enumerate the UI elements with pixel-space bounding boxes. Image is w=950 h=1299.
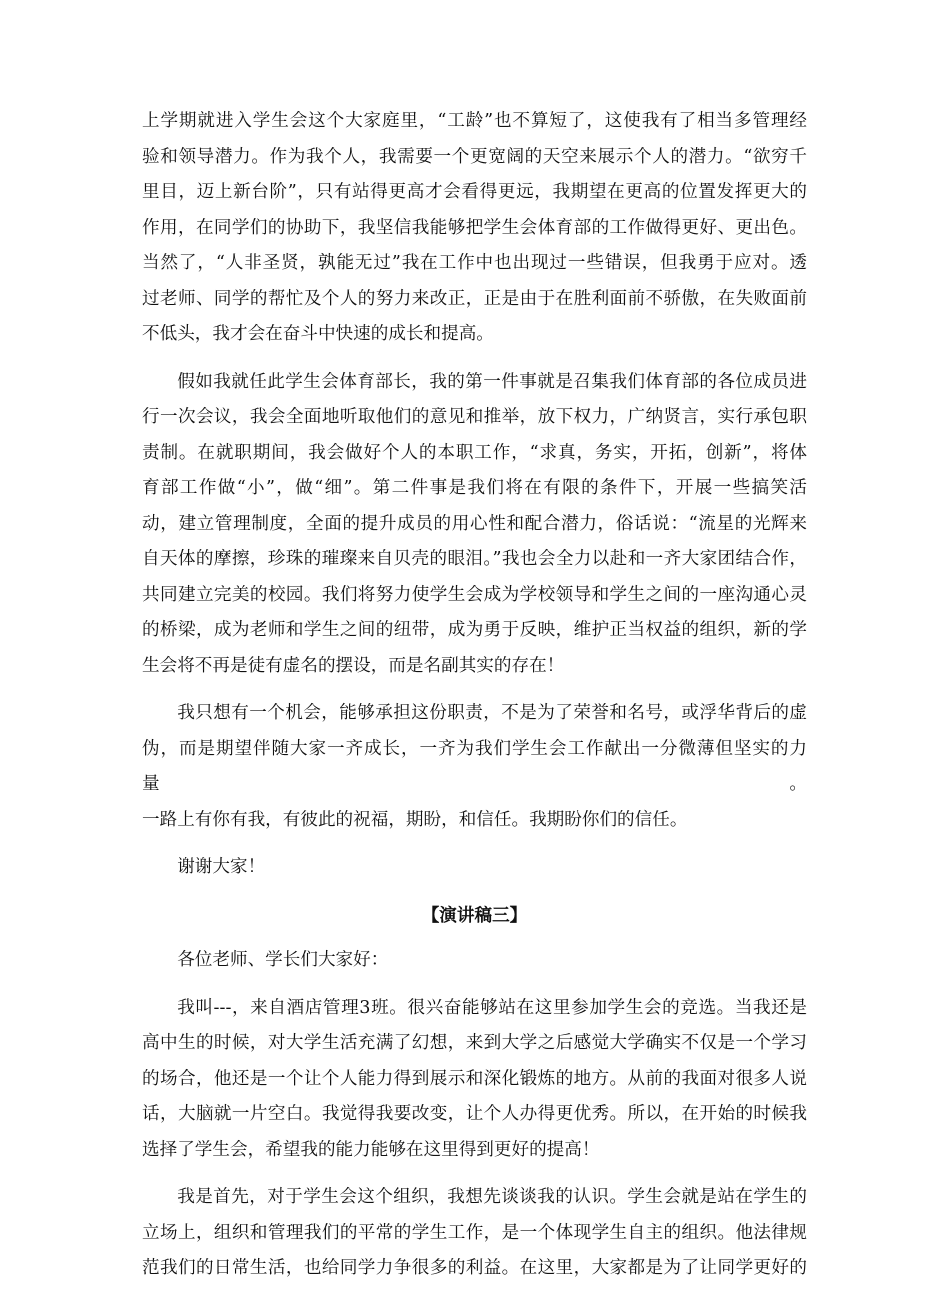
paragraph-3 [142, 696, 807, 838]
text-line: 一路上有你有我，有彼此的祝福，期盼，和信任。我期盼你们的信任。 [142, 809, 688, 830]
text-line: 伪，而是期望伴随大家一齐成长，一齐为我们学生会工作献出一分微薄但坚实的力量。 [142, 738, 807, 794]
greeting-paragraph [142, 943, 807, 979]
text-line: 不低头，我才会在奋斗中快速的成长和提高。 [142, 324, 494, 344]
text-line: 话，大脑就一片空白。我觉得我要改变，让个人办得更优秀。所以，在开始的时候我 [142, 1104, 807, 1124]
text-line: 共同建立完美的校园。我们将努力使学生会成为学校领导和学生之间的一座沟通心灵 [142, 584, 807, 605]
paragraph-4 [142, 850, 807, 886]
document-body [142, 104, 807, 1299]
section-heading: 【演讲稿三】 [421, 904, 528, 926]
text-line: 的桥梁，成为老师和学生之间的纽带，成为勇于反映，维护正当权益的组织，新的学 [142, 620, 807, 640]
text-line: 范我们的日常生活，也给同学力争很多的利益。在这里，大家都是为了让同学更好的 [142, 1258, 807, 1278]
text-line: 各位老师、学长们大家好： [177, 950, 389, 970]
text-line: 验和领导潜力。作为我个人，我需要一个更宽阔的天空来展示个人的潜力。“欲穷千 [142, 146, 807, 167]
text-line: 里目，迈上新台阶”，只有站得更高才会看得更远，我期望在更高的位置发挥更大的 [142, 182, 807, 202]
paragraph-1 [142, 104, 807, 353]
text-line: 生会将不再是徒有虚名的摆设，而是名副其实的存在！ [142, 655, 565, 676]
paragraph-5 [142, 991, 807, 1169]
paragraph-2 [142, 365, 807, 685]
text-line: 动，建立管理制度，全面的提升成员的用心性和配合潜力，俗话说：“流星的光辉来 [142, 513, 807, 534]
text-line: 立场上，组织和管理我们的平常的学生工作，是一个体现学生自主的组织。他法律规 [142, 1222, 807, 1243]
paragraph-6 [142, 1180, 807, 1287]
text-line: 我叫---，来自酒店管理3班。很兴奋能够站在这里参加学生会的竞选。当我还是 [177, 997, 807, 1018]
text-line: 上学期就进入学生会这个大家庭里，“工龄”也不算短了，这使我有了相当多管理经 [142, 111, 807, 131]
text-line: 育部工作做“小”，做“细”。第二件事是我们将在有限的条件下，开展一些搞笑活 [142, 478, 807, 498]
text-line: 过老师、同学的帮忙及个人的努力来改正，正是由于在胜利面前不骄傲，在失败面前 [142, 288, 807, 309]
text-line: 选择了学生会，希望我的能力能够在这里得到更好的提高！ [142, 1139, 600, 1160]
text-line: 行一次会议，我会全面地听取他们的意见和推举，放下权力，广纳贤言，实行承包职 [142, 407, 807, 427]
text-line: 自天体的摩擦，珍珠的璀璨来自贝壳的眼泪。”我也会全力以赴和一齐大家团结合作， [142, 549, 807, 569]
text-line: 高中生的时候，对大学生活充满了幻想，来到大学之后感觉大学确实不仅是一个学习 [142, 1033, 807, 1053]
text-line: 的场合，他还是一个让个人能力得到展示和深化锻炼的地方。从前的我面对很多人说 [142, 1068, 807, 1089]
text-line: 我是首先，对于学生会这个组织，我想先谈谈我的认识。学生会就是站在学生的 [177, 1187, 807, 1207]
text-line: 假如我就任此学生会体育部长，我的第一件事就是召集我们体育部的各位成员进 [177, 371, 807, 392]
text-line: 责制。在就职期间，我会做好个人的本职工作，“求真，务实，开拓，创新”，将体 [142, 442, 807, 463]
text-line: 作用，在同学们的协助下，我坚信我能够把学生会体育部的工作做得更好、更出色。 [142, 217, 807, 238]
text-line: 当然了，“人非圣贤，孰能无过”我在工作中也出现过一些错误，但我勇于应对。透 [142, 253, 807, 273]
text-line: 我只想有一个机会，能够承担这份职责，不是为了荣誉和名号，或浮华背后的虚 [177, 703, 807, 723]
text-line: 谢谢大家！ [177, 857, 266, 877]
